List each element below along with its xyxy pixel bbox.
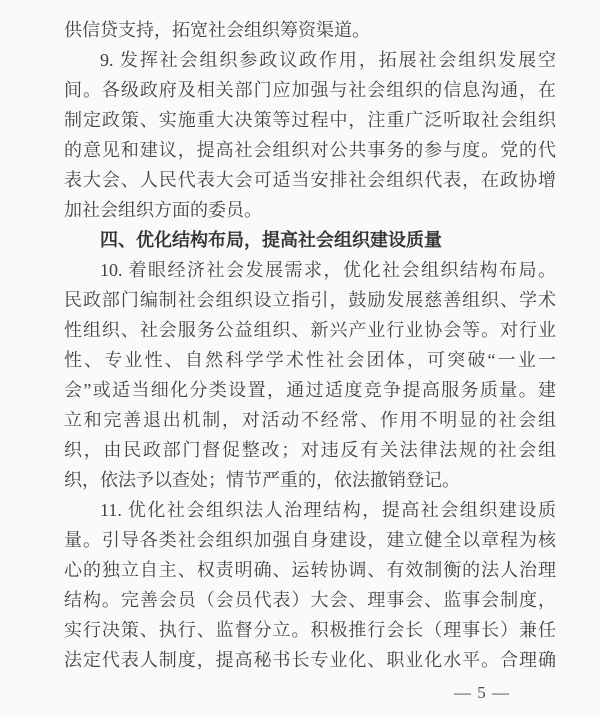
text-line: 立和完善退出机制，对活动不经常、作用不明显的社会组 bbox=[64, 410, 556, 430]
text-line: 表大会、人民代表大会可适当安排社会组织代表，在政协增 bbox=[64, 170, 556, 190]
document-text-block bbox=[64, 15, 556, 675]
text-line: 织，由民政部门督促整改；对违反有关法律法规的社会组 bbox=[64, 440, 556, 460]
text-line: 会”或适当细化分类设置，通过适度竞争提高服务质量。建 bbox=[64, 380, 556, 400]
text-line: 9. 发挥社会组织参政议政作用，拓展社会组织发展空 bbox=[100, 50, 556, 70]
section-heading: 四、优化结构布局，提高社会组织建设质量 bbox=[100, 230, 442, 250]
text-line: 实行决策、执行、监督分立。积极推行会长（理事长）兼任 bbox=[64, 620, 556, 640]
text-line: 心的独立自主、权责明确、运转协调、有效制衡的法人治理 bbox=[64, 560, 556, 580]
text-line: 量。引导各类社会组织加强自身建设，建立健全以章程为核 bbox=[64, 530, 556, 550]
text-line: 间。各级政府及相关部门应加强与社会组织的信息沟通，在 bbox=[64, 80, 556, 100]
text-line: 供信贷支持，拓宽社会组织筹资渠道。 bbox=[64, 20, 370, 40]
page-number: — 5 — bbox=[454, 683, 510, 702]
text-line: 民政部门编制社会组织设立指引，鼓励发展慈善组织、学术 bbox=[64, 290, 556, 310]
text-line: 结构。完善会员（会员代表）大会、理事会、监事会制度， bbox=[64, 590, 556, 610]
text-line: 制定政策、实施重大决策等过程中，注重广泛听取社会组织 bbox=[64, 110, 556, 130]
text-line: 织，依法予以查处；情节严重的，依法撤销登记。 bbox=[64, 470, 460, 490]
text-line: 法定代表人制度，提高秘书长专业化、职业化水平。合理确 bbox=[64, 650, 556, 670]
text-line: 10. 着眼经济社会发展需求，优化社会组织结构布局。 bbox=[100, 260, 556, 280]
text-line: 加社会组织方面的委员。 bbox=[64, 200, 262, 220]
text-line: 11. 优化社会组织法人治理结构，提高社会组织建设质 bbox=[100, 500, 556, 520]
text-line: 的意见和建议，提高社会组织对公共事务的参与度。党的代 bbox=[64, 140, 556, 160]
text-line: 性组织、社会服务公益组织、新兴产业行业协会等。对行业 bbox=[64, 320, 556, 340]
text-line: 性、专业性、自然科学学术性社会团体，可突破“一业一 bbox=[64, 350, 556, 370]
